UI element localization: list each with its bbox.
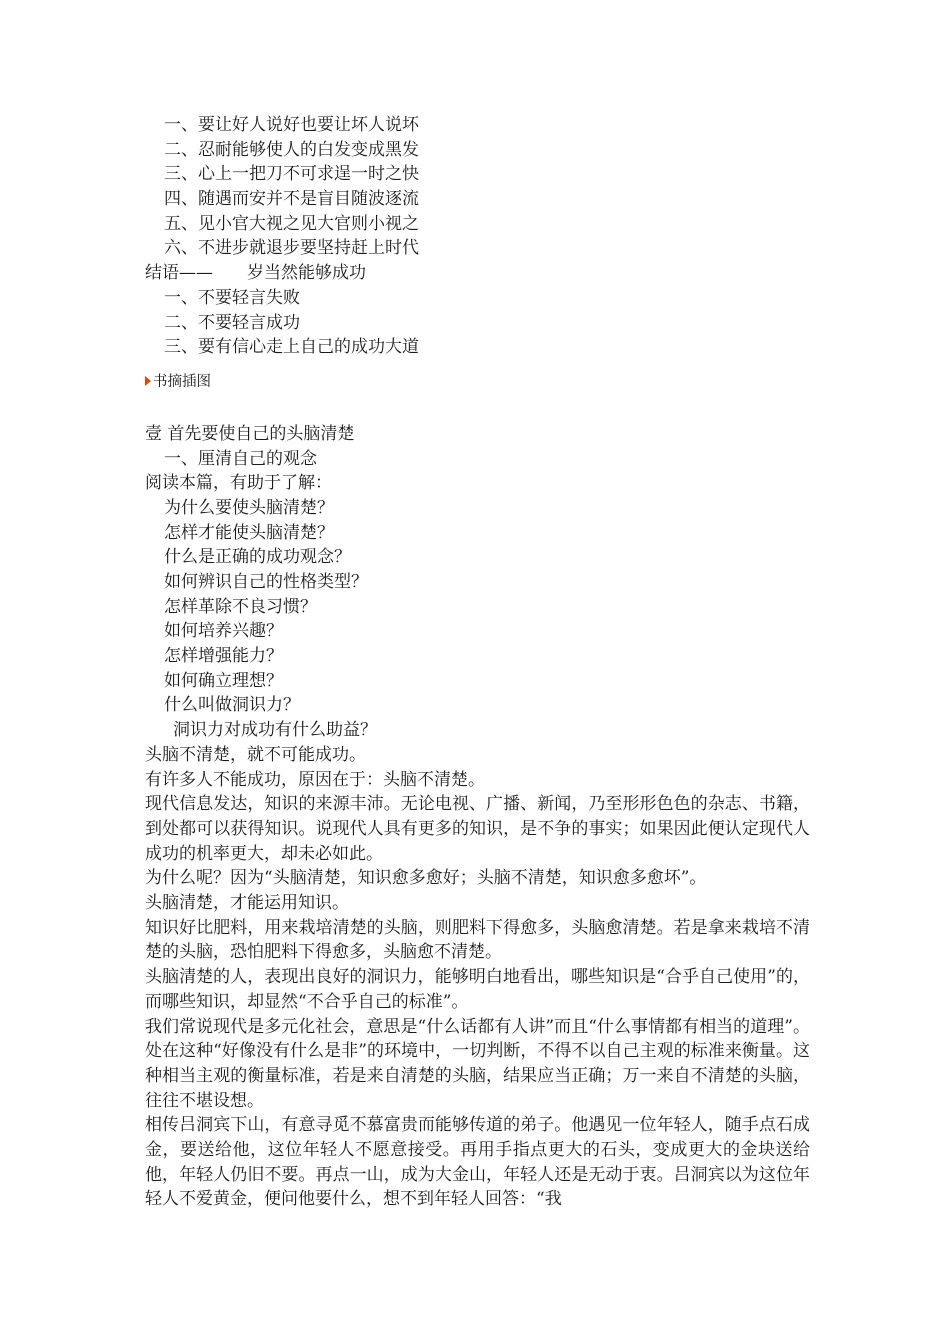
body-text [145, 743, 810, 1212]
illustration-link-label: 书摘插图 [153, 373, 211, 390]
toc-item: 三、心上一把刀不可求逞一时之快 [164, 164, 419, 185]
toc-item: 五、见小官大视之见大官则小视之 [164, 213, 419, 234]
paragraph: 相传吕洞宾下山，有意寻觅不慕富贵而能够传道的弟子。他遇见一位年轻人，随手点石成金，要送给他，这位年轻人不愿意接受。再用手指点更大的石头，变成更大的金块送给他，年轻人仍旧不要。再点一山，成为大金山，年轻人还是无动于衷。吕洞宾以为这位年轻人不爱黄金，便问他要什么，想不到年轻人回答：“我 [145, 1115, 810, 1210]
question-item: 什么是正确的成功观念？ [164, 547, 351, 568]
toc-list [145, 113, 810, 360]
triangle-right-icon [145, 376, 151, 386]
toc-item: 一、要让好人说好也要让坏人说坏 [164, 115, 419, 135]
document-page [145, 113, 810, 1212]
toc-item: 二、不要轻言成功 [164, 312, 300, 333]
question-item: 如何培养兴趣？ [164, 621, 283, 642]
question-item: 什么叫做洞识力？ [164, 695, 300, 716]
paragraph: 有许多人不能成功，原因在于：头脑不清楚。 [145, 769, 485, 790]
toc-item: 六、不进步就退步要坚持赶上时代 [164, 238, 419, 259]
question-item: 洞识力对成功有什么助益？ [173, 720, 377, 741]
question-list [145, 496, 810, 743]
paragraph: 头脑清楚的人，表现出良好的洞识力，能够明白地看出，哪些知识是“合乎自己使用”的，而哪些知识，却显然“不合乎自己的标准”。 [145, 967, 810, 1012]
toc-item: 一、不要轻言失败 [164, 287, 300, 308]
toc-item: 二、忍耐能够使人的白发变成黑发 [164, 139, 419, 160]
paragraph: 头脑不清楚，就不可能成功。 [145, 744, 366, 765]
paragraph: 知识好比肥料，用来栽培清楚的头脑，则肥料下得愈多，头脑愈清楚。若是拿来栽培不清楚的头脑，恐怕肥料下得愈多，头脑愈不清楚。 [145, 917, 810, 963]
chapter-title: 壹 首先要使自己的头脑清楚 [145, 423, 355, 444]
question-item: 怎样才能使头脑清楚？ [164, 522, 334, 543]
paragraph: 现代信息发达，知识的来源丰沛。无论电视、广播、新闻，乃至形形色色的杂志、书籍，到处都可以获得知识。说现代人具有更多的知识，是不争的事实；如果因此便认定现代人成功的机率更大，却未必如此。 [145, 794, 810, 864]
question-item: 为什么要使头脑清楚？ [164, 497, 334, 518]
intro-line: 阅读本篇，有助于了解： [145, 473, 332, 494]
question-item: 怎样增强能力？ [164, 646, 283, 667]
paragraph: 为什么呢？因为“头脑清楚，知识愈多愈好；头脑不清楚，知识愈多愈坏”。 [145, 868, 707, 889]
question-item: 如何辨识自己的性格类型？ [164, 572, 368, 592]
section-heading: 一、厘清自己的观念 [164, 448, 317, 469]
toc-item: 三、要有信心走上自己的成功大道 [164, 337, 419, 358]
illustration-link[interactable] [145, 370, 810, 394]
question-item: 怎样革除不良习惯？ [164, 596, 317, 617]
paragraph: 头脑清楚，才能运用知识。 [145, 893, 349, 914]
toc-item: 四、随遇而安并不是盲目随波逐流 [164, 189, 419, 210]
toc-epilogue: 结语—— 岁当然能够成功 [145, 263, 366, 284]
question-item: 如何确立理想？ [164, 670, 283, 691]
paragraph: 我们常说现代是多元化社会，意思是“什么话都有人讲”而且“什么事情都有相当的道理”。处在这种“好像没有什么是非”的环境中，一切判断，不得不以自己主观的标准来衡量。这种相当主观的衡量标准，若是来自清楚的头脑，结果应当正确；万一来自不清楚的头脑，往往不堪设想。 [145, 1016, 810, 1111]
